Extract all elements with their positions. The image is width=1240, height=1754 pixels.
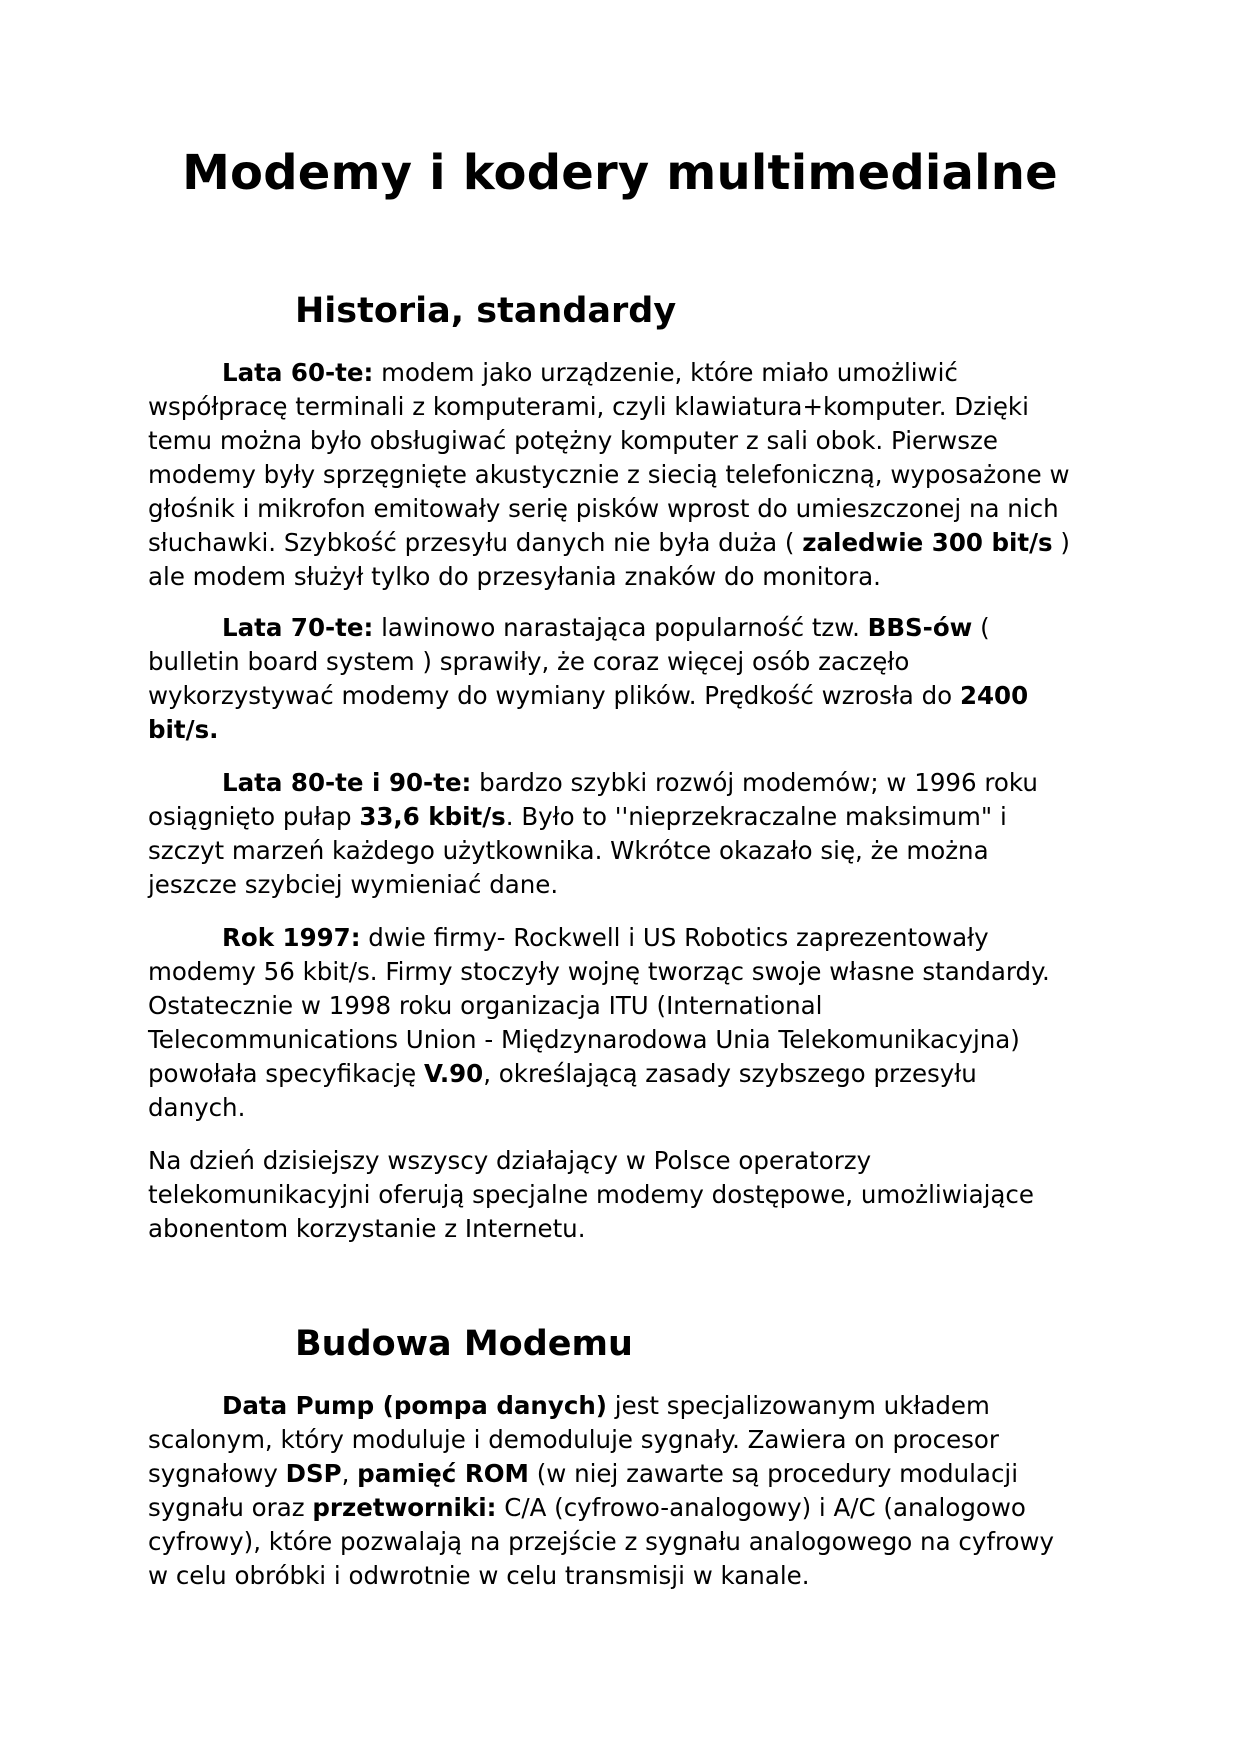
paragraph-text: jest specjalizowanym układem scalonym, który moduluje i demoduluje sygnały. Zawiera on procesor sygnałowy	[148, 1391, 999, 1488]
paragraph-1960s	[148, 356, 1080, 594]
paragraph-text: lawinowo narastająca popularność tzw.	[373, 613, 868, 642]
paragraph-text: ) ale modem służył tylko do przesyłania znaków do monitora.	[148, 528, 1070, 591]
paragraph-data-pump	[148, 1389, 1080, 1593]
paragraph-text: dwie firmy- Rockwell i US Robotics zaprezentowały modemy 56 kbit/s. Firmy stoczyły wojnę tworząc swoje własne standardy. Ostatecznie w 1998 roku organizacja ITU (International Telecommunications Union - Międzynarodowa Unia Telekomunikacyjna) powołała specyfikację	[148, 923, 1050, 1088]
section-heading-history: Historia, standardy	[295, 291, 677, 331]
paragraph-1980s-1990s	[148, 766, 1080, 902]
paragraph-today	[148, 1144, 1080, 1246]
paragraph-label: Lata 80-te i 90-te:	[222, 768, 472, 797]
paragraph-label: Data Pump (pompa danych)	[222, 1391, 607, 1420]
section-heading-construction: Budowa Modemu	[295, 1324, 633, 1364]
paragraph-text: Na dzień dzisiejszy wszyscy działający w Polsce operatorzy telekomunikacyjni oferują specjalne modemy dostępowe, umożliwiające abonentom korzystanie z Internetu.	[148, 1146, 1034, 1243]
bold-term: BBS-ów	[867, 613, 973, 642]
bold-term: zaledwie 300 bit/s	[802, 528, 1053, 557]
paragraph-label: Rok 1997:	[222, 923, 361, 952]
bold-term: DSP	[285, 1459, 342, 1488]
paragraph-text: (w niej zawarte są procedury modulacji sygnału oraz	[148, 1459, 1019, 1522]
paragraph-1970s	[148, 611, 1080, 747]
bold-term: V.90	[424, 1059, 484, 1088]
bold-term: 2400 bit/s.	[148, 681, 1029, 744]
paragraph-text: , określającą zasady szybszego przesyłu danych.	[148, 1059, 977, 1122]
paragraph-text: ,	[341, 1459, 358, 1488]
paragraph-text: bardzo szybki rozwój modemów; w 1996 roku osiągnięto pułap	[148, 768, 1038, 831]
paragraph-label: Lata 60-te:	[222, 358, 374, 387]
paragraph-text: . Było to ''nieprzekraczalne maksimum" i szczyt marzeń każdego użytkownika. Wkrótce okazało się, że można jeszcze szybciej wymieniać dane.	[148, 802, 1007, 899]
paragraph-text: modem jako urządzenie, które miało umożliwić współpracę terminali z komputerami, czyli klawiatura+komputer. Dzięki temu można było obsługiwać potężny komputer z sali obok. Pierwsze modemy były sprzęgnięte akustycznie z siecią telefoniczną, wyposażone w głośnik i mikrofon emitowały serię pisków wprost do umieszczonej na nich słuchawki. Szybkość przesyłu danych nie była duża (	[148, 358, 1070, 557]
paragraph-text: C/A (cyfrowo-analogowy) i A/C (analogowo cyfrowy), które pozwalają na przejście z sygnału analogowego na cyfrowy w celu obróbki i odwrotnie w celu transmisji w kanale.	[148, 1493, 1055, 1590]
bold-term: przetworniki:	[312, 1493, 497, 1522]
paragraph-1997	[148, 921, 1080, 1125]
paragraph-label: Lata 70-te:	[222, 613, 374, 642]
paragraph-text: ( bulletin board system ) sprawiły, że coraz więcej osób zaczęło wykorzystywać modemy do wymiany plików. Prędkość wzrosła do	[148, 613, 990, 710]
document-title: Modemy i kodery multimedialne	[182, 145, 1058, 201]
bold-term: pamięć ROM	[357, 1459, 529, 1488]
bold-term: 33,6 kbit/s	[359, 802, 506, 831]
